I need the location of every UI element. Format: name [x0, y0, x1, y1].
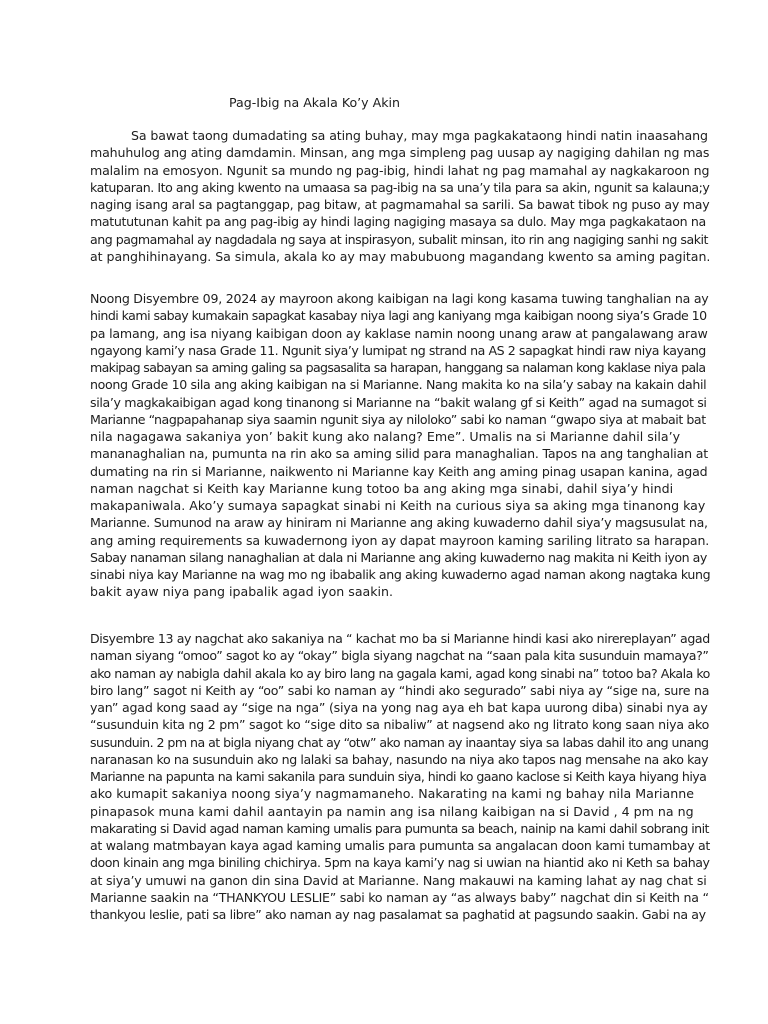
paragraph-line: mananaghalian na, pumunta na rin ako sa aming silid para managhalian. Tapos na ang tanghalian at — [90, 446, 708, 462]
paragraph-line: ang aming requirements sa kuwadernong iyon ay dapat mayroon kaming sariling litrato sa harapan. — [90, 532, 710, 548]
paragraph-line: hindi kami sabay kumakain sapagkat kasabay niya lagi ang kaniyang mga kaibigan noong siya’s Grade 10 — [90, 308, 707, 324]
paragraph-line: mahuhulog ang ating damdamin. Minsan, ang mga simpleng pag uusap ay nagiging dahilan ng mas — [90, 145, 710, 161]
paragraph-line: Sabay nanaman silang nanaghalian at dala ni Marianne ang aking kuwaderno nag makita ni Keith iyon ay — [90, 549, 707, 565]
paragraph-line: noong Grade 10 sila ang aking kaibigan na si Marianne. Nang makita ko na sila’y sabay na kakain dahil — [90, 377, 707, 393]
paragraph-line: thankyou leslie, pati sa libre” ako naman ay nag pasalamat sa paghatid at pagsundo saakin. Gabi na ay — [90, 907, 706, 922]
paragraph-line: ako kumapit sakaniya noong siya’y nagmamaneho. Nakarating na kami ng bahay nila Marianne — [90, 786, 694, 802]
paragraph-line: at panghihinayang. Sa simula, akala ko ay may mabubuong magandang kwento sa aming pagitan. — [90, 248, 711, 264]
paragraph-line: dumating na rin si Marianne, naikwento ni Marianne kay Keith ang aming pinag usapan kanina, agad — [90, 463, 708, 479]
paragraph-line: ako naman ay nabigla dahil akala ko ay biro lang na gagala kami, agad kong sinabi na” totoo ba? Akala ko — [90, 665, 710, 681]
paragraph-line: bakit ayaw niya pang ipabalik agad iyon saakin. — [90, 584, 394, 600]
paragraph-line: makarating si David agad naman kaming umalis para pumunta sa beach, nainip na kami dahil sobrang init — [90, 820, 709, 836]
paragraph-line: Noong Disyembre 09, 2024 ay mayroon akong kaibigan na lagi kong kasama tuwing tanghalian na ay — [90, 291, 709, 306]
document-title: Pag-Ibig na Akala Ko’y Akin — [229, 95, 400, 110]
paragraph-line: Marianne. Sumunod na araw ay hiniram ni Marianne ang aking kuwaderno dahil siya’y magsusulat na, — [90, 515, 708, 531]
paragraph-line: malalim na emosyon. Ngunit sa mundo ng pag-ibig, hindi lahat ng pag mamahal ay nagkakaroon ng — [90, 162, 710, 178]
paragraph-line: naman siyang “omoo” sagot ko ay “okay” bigla siyang nagchat na “saan pala kita susunduin mamaya?” — [90, 648, 709, 664]
paragraph-line: biro lang” sagot ni Keith ay “oo” sabi ko naman ay “hindi ako segurado” sabi niya ay “sige na, sure na — [90, 682, 710, 698]
paragraph-line: naranasan ko na susunduin ako ng lalaki sa bahay, nasundo na niya ako tapos nag mensahe na ako kay — [90, 751, 709, 767]
paragraph-line: at walang matmbayan kaya agad kaming umalis para pumunta sa angalacan doon kami tumambay at — [90, 838, 711, 853]
paragraph-line: pinapasok muna kami dahil aantayin pa namin ang isa nilang kaibigan na si David , 4 pm na ng — [90, 803, 694, 819]
paragraph-line: doon kinain ang mga biniling chichirya. 5pm na kaya kami’y nag si uwian na hiantid ako ni Keth sa bahay — [90, 855, 710, 871]
paragraph-line: nila nagagawa sakaniya yon’ bakit kung ako nalang? Eme”. Umalis na si Marianne dahil sila’y — [90, 429, 681, 444]
paragraph-line: “susunduin kita ng 2 pm” sagot ko “sige dito sa nibaliw” at nagsend ako ng litrato kong saan niya ako — [90, 717, 710, 733]
paragraph-line: makapaniwala. Ako’y sumaya sapagkat sinabi ni Keith na curious siya sa aking mga tinanong kay — [90, 498, 706, 513]
paragraph-line: Disyembre 13 ay nagchat ako sakaniya na “ kachat mo ba si Marianne hindi kasi ako nirereplayan” agad — [90, 631, 710, 646]
paragraph-line: Marianne saakin na “THANKYOU LESLIE” sabi ko naman ay “as always baby” nagchat din si Keith na “ — [90, 889, 709, 905]
paragraph-line: sila’y magkakaibigan agad kong tinanong si Marianne na “bakit walang gf si Keith” agad na sumagot si — [90, 394, 707, 410]
paragraph-line: sinabi niya kay Marianne na wag mo ng ibabalik ang aking kuwaderno agad naman akong nagtaka kung — [90, 567, 711, 582]
paragraph-line: naman nagchat si Keith kay Marianne kung totoo ba ang aking mga sinabi, dahil siya’y hindi — [90, 480, 674, 496]
paragraph-line: ang pagmamahal ay nagdadala ng saya at inspirasyon, subalit minsan, ito rin ang nagiging sanhi ng sakit — [90, 231, 708, 247]
paragraph-3 — [90, 630, 710, 923]
paragraph-line: Marianne “nagpapahanap siya saamin ngunit siya ay niloloko” sabi ko naman “gwapo siya at mabait bat — [90, 411, 706, 427]
paragraph-line: Marianne na papunta na kami sakanila para sunduin siya, hindi ko gaano kaclose si Keith kaya hiyang hiya — [90, 769, 707, 784]
paragraph-line: pa lamang, ang isa niyang kaibigan doon ay kaklase namin noong unang araw at pangalawang araw — [90, 325, 708, 341]
paragraph-line: matututunan kahit pa ang pag-ibig ay hindi laging nagiging masaya sa dulo. May mga pagkakataon na — [90, 214, 706, 230]
paragraph-line: yan” agad kong saad ay “sige na nga” (siya na yong nag aya eh bat kapa uurong diba) sinabi nya ay — [90, 700, 708, 715]
paragraph-line: ngayong kami’y nasa Grade 11. Ngunit siya’y lumipat ng strand na AS 2 sapagkat hindi raw niya kayang — [90, 342, 706, 358]
paragraph-1 — [90, 127, 710, 265]
paragraph-line: makipag sabayan sa aming galing sa pagsasalita sa harapan, hanggang sa nalaman kong kaklase niya pala — [90, 360, 706, 375]
paragraph-line: at siya’y umuwi na ganon din sina David at Marianne. Nang makauwi na kaming lahat ay nag chat si — [90, 872, 707, 888]
paragraph-2 — [90, 290, 710, 601]
paragraph-line: naging isang aral sa pagtanggap, pag bitaw, at pagmamahal sa sarili. Sa bawat tibok ng puso ay may — [90, 197, 710, 212]
paragraph-line: susunduin. 2 pm na at bigla niyang chat ay “otw” ako naman ay inaantay siya sa labas dahil ito ang unang — [90, 734, 709, 750]
paragraph-line: katuparan. Ito ang aking kwento na umaasa sa pag-ibig na sa una’y tila para sa akin, ngunit sa kalauna;y — [90, 179, 710, 195]
paragraph-line: Sa bawat taong dumadating sa ating buhay, may mga pagkakataong hindi natin inaasahang — [131, 128, 708, 143]
